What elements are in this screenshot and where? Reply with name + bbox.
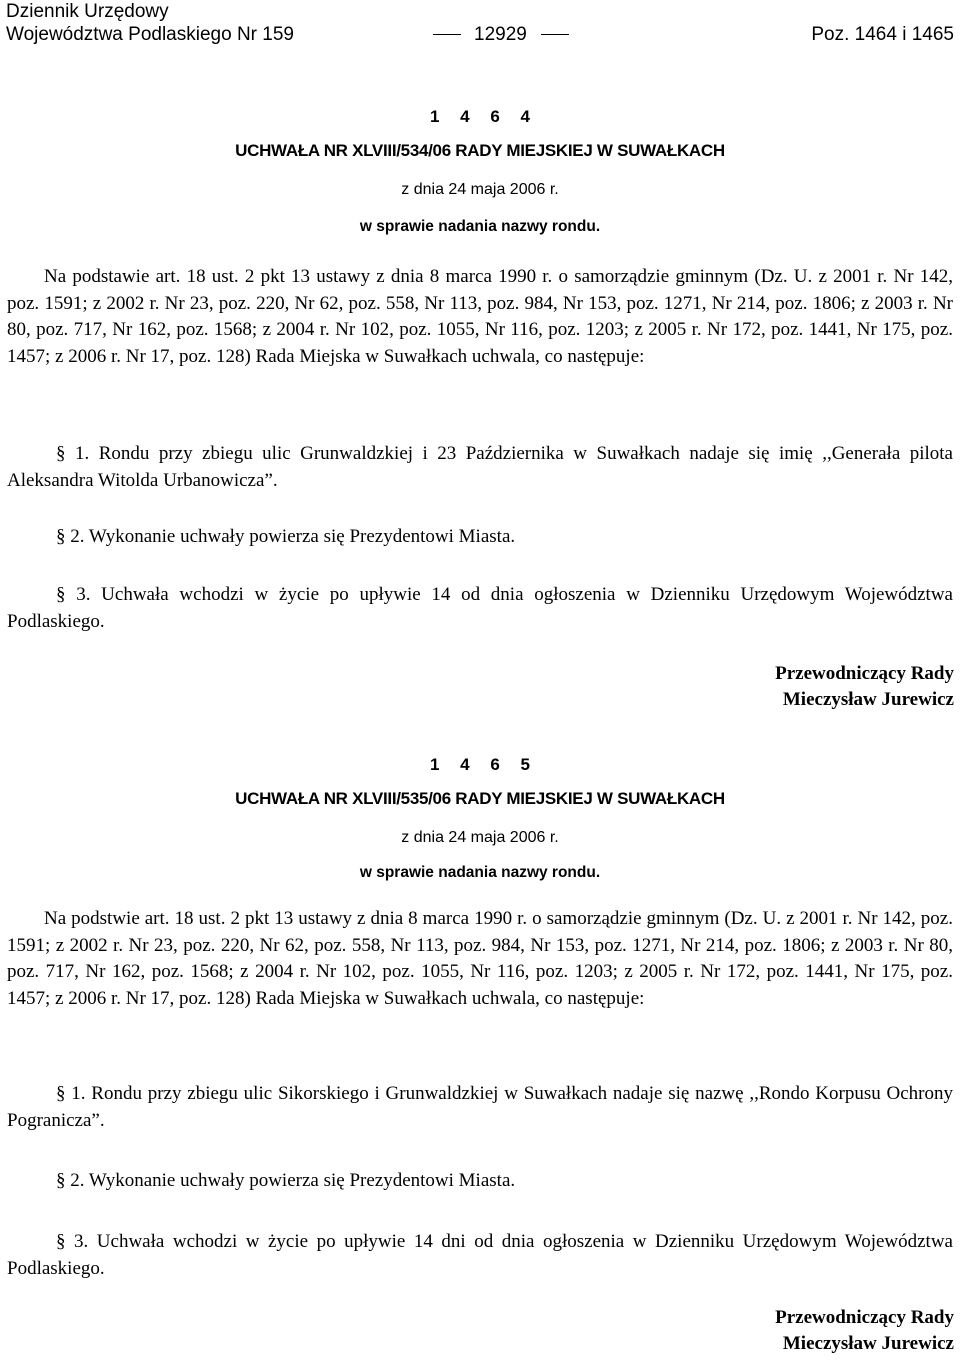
resolution-2-section-3: § 3. Uchwała wchodzi w życie po upływie 14 dni od dnia ogłoszenia w Dzienniku Urzędowym Województwa Podlaskiego. bbox=[7, 1231, 953, 1279]
page-number-rule-left bbox=[433, 34, 461, 35]
journal-title-line2: Województwa Podlaskiego Nr 159 bbox=[6, 24, 294, 45]
resolution-1-signature-role: Przewodniczący Rady bbox=[775, 663, 954, 684]
resolution-1-section-3: § 3. Uchwała wchodzi w życie po upływie 14 od dnia ogłoszenia w Dzienniku Urzędowym Województwa Podlaskiego. bbox=[7, 584, 953, 632]
page-number: 12929 bbox=[474, 24, 527, 45]
resolution-1-number: 1 4 6 4 bbox=[430, 107, 530, 126]
resolution-2-date: z dnia 24 maja 2006 r. bbox=[401, 829, 559, 846]
resolution-2-title: UCHWAŁA NR XLVIII/535/06 RADY MIEJSKIEJ W SUWAŁKACH bbox=[235, 789, 725, 808]
resolution-2-preamble: Na podstwie art. 18 ust. 2 pkt 13 ustawy z dnia 8 marca 1990 r. o samorządzie gminnym (Dz. U. z 2001 r. Nr 142, poz. 1591; z 2002 r. Nr 23, poz. 220, Nr 62, poz. 558, Nr 113, poz. 984, Nr 153, poz. 1271, Nr 214, poz. 1806; z 2003 r. Nr 80, poz. 717, Nr 162, poz. 1568; z 2004 r. Nr 102, poz. 1055, Nr 116, poz. 1203; z 2005 r. Nr 172, poz. 1441, Nr 175, poz. 1457; z 2006 r. Nr 17, poz. 128) Rada Miejska w Suwałkach uchwala, co następuje: bbox=[7, 908, 953, 1009]
resolution-1-title: UCHWAŁA NR XLVIII/534/06 RADY MIEJSKIEJ W SUWAŁKACH bbox=[235, 141, 725, 160]
page-number-group bbox=[433, 23, 569, 46]
resolution-2-signature bbox=[775, 1305, 954, 1357]
position-numbers: Poz. 1464 i 1465 bbox=[811, 24, 954, 45]
resolution-1-section-1: § 1. Rondu przy zbiegu ulic Grunwaldzkiej i 23 Października w Suwałkach nadaje się imię ,,Generała pilota Aleksandra Witolda Urbanowicza”. bbox=[7, 443, 953, 491]
resolution-1-date: z dnia 24 maja 2006 r. bbox=[401, 181, 559, 198]
resolution-2-section-1: § 1. Rondu przy zbiegu ulic Sikorskiego i Grunwaldzkiej w Suwałkach nadaje się nazwę ,,Rondo Korpusu Ochrony Pogranicza”. bbox=[7, 1083, 953, 1131]
resolution-2-signature-name: Mieczysław Jurewicz bbox=[782, 1333, 954, 1354]
resolution-2-signature-role: Przewodniczący Rady bbox=[775, 1307, 954, 1328]
resolution-1-signature bbox=[775, 661, 954, 713]
resolution-1-section-2: § 2. Wykonanie uchwały powierza się Prezydentowi Miasta. bbox=[56, 526, 516, 547]
page-number-rule-right bbox=[541, 34, 569, 35]
journal-title-line1: Dziennik Urzędowy bbox=[6, 1, 169, 22]
resolution-2-subject: w sprawie nadania nazwy rondu. bbox=[359, 864, 601, 881]
resolution-2-section-2: § 2. Wykonanie uchwały powierza się Prezydentowi Miasta. bbox=[56, 1170, 516, 1191]
resolution-2-number: 1 4 6 5 bbox=[430, 755, 530, 774]
resolution-1-signature-name: Mieczysław Jurewicz bbox=[782, 689, 954, 710]
resolution-1-subject: w sprawie nadania nazwy rondu. bbox=[359, 218, 601, 235]
resolution-1-preamble: Na podstawie art. 18 ust. 2 pkt 13 ustawy z dnia 8 marca 1990 r. o samorządzie gminnym (Dz. U. z 2001 r. Nr 142, poz. 1591; z 2002 r. Nr 23, poz. 220, Nr 62, poz. 558, Nr 113, poz. 984, Nr 153, poz. 1271, Nr 214, poz. 1806; z 2003 r. Nr 80, poz. 717, Nr 162, poz. 1568; z 2004 r. Nr 102, poz. 1055, Nr 116, poz. 1203; z 2005 r. Nr 172, poz. 1441, Nr 175, poz. 1457; z 2006 r. Nr 17, poz. 128) Rada Miejska w Suwałkach uchwala, co następuje: bbox=[7, 266, 953, 367]
